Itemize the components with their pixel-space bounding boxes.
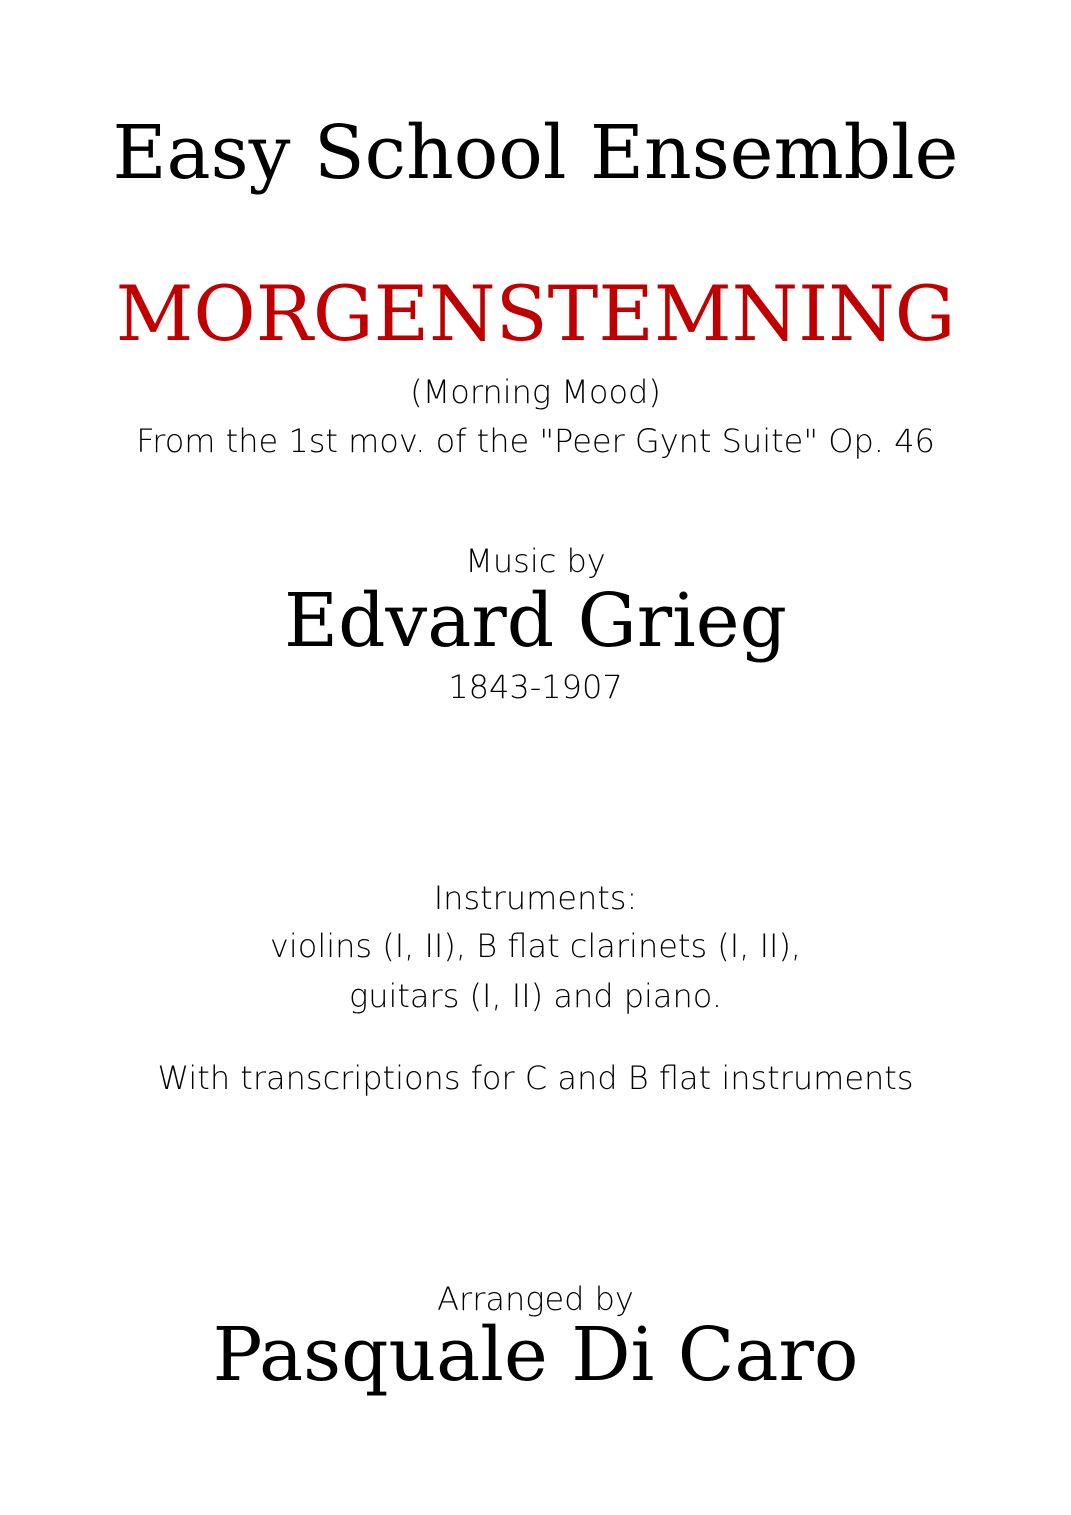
subtitle: (Morning Mood): [410, 373, 661, 411]
main-title: MORGENSTEMNING: [115, 269, 956, 358]
source-line: From the 1st mov. of the "Peer Gynt Suite" Op. 46: [136, 422, 935, 460]
instruments-line-2: guitars (I, II) and piano.: [349, 977, 722, 1015]
arranger-label: Arranged by: [437, 1280, 634, 1318]
instruments-line-1: violins (I, II), B flat clarinets (I, II),: [269, 927, 802, 965]
arranger-name: Pasquale Di Caro: [212, 1312, 859, 1398]
composer-name: Edvard Grieg: [284, 578, 787, 664]
series-title: Easy School Ensemble: [112, 110, 959, 196]
composer-label: Music by: [465, 542, 606, 580]
transcriptions-note: With transcriptions for C and B flat instruments: [157, 1059, 914, 1097]
instruments-heading: Instruments:: [433, 879, 638, 917]
composer-dates: 1843-1907: [448, 668, 623, 706]
